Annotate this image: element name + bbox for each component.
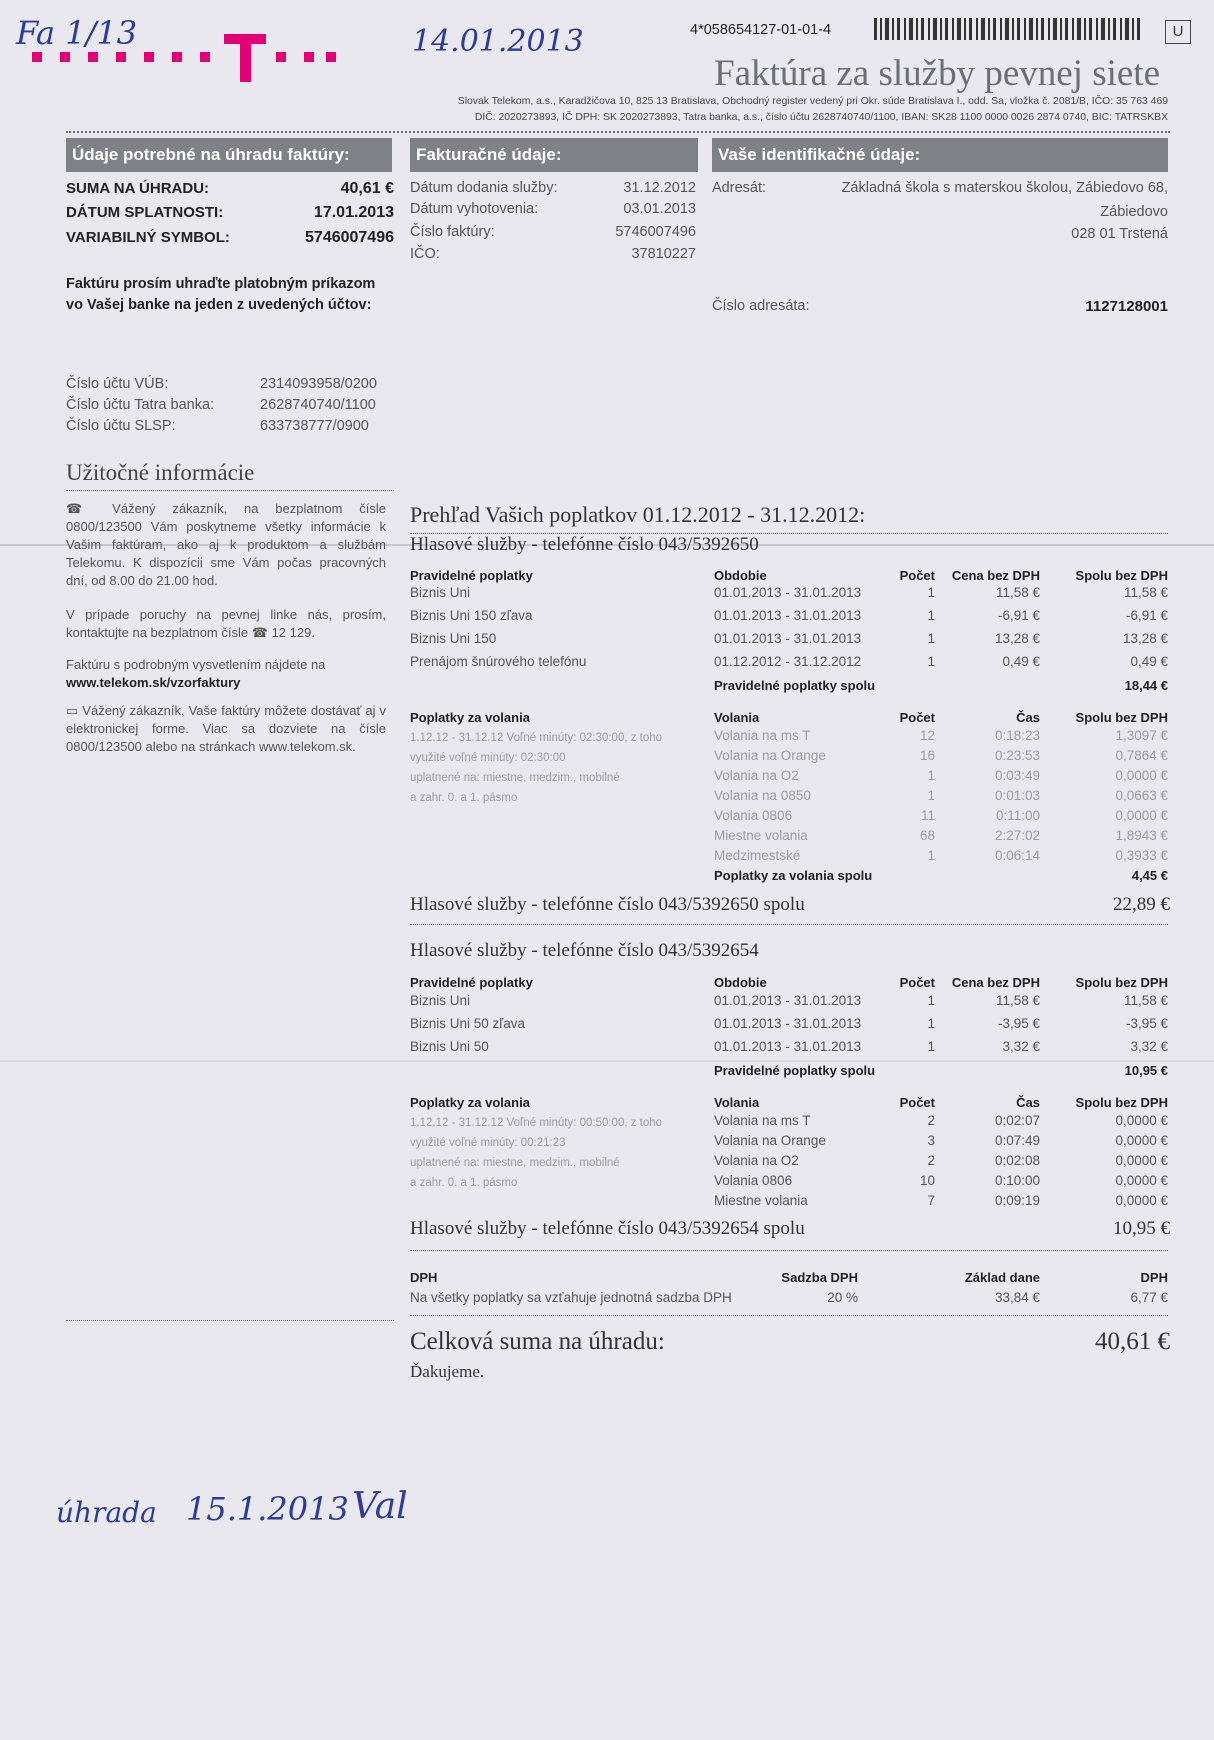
addressee-number-label: Číslo adresáta: [712, 298, 810, 314]
barcode-icon [874, 18, 1140, 40]
computer-icon: ▭ [66, 703, 83, 718]
account-value: 2628740740/1100 [260, 397, 376, 413]
section-sum-value: 22,89 € [1113, 894, 1170, 915]
address-line: Zábiedovo [1100, 204, 1168, 220]
logo-dot [60, 52, 70, 62]
logo-dot [200, 52, 210, 62]
overview-title: Prehľad Vašich poplatkov 01.12.2012 - 31.12.2012: [410, 502, 866, 527]
invoice-label: Dátum vyhotovenia: [410, 201, 539, 217]
amount-value: 40,61 € [340, 180, 394, 197]
invoice-label: Dátum dodania služby: [410, 180, 558, 196]
section-divider [410, 924, 1168, 925]
identification-heading: Vaše identifikačné údaje: [712, 138, 1168, 172]
useful-info-heading: Užitočné informácie [66, 460, 255, 485]
header-divider [66, 131, 1170, 133]
invoice-value: 5746007496 [615, 224, 696, 240]
logo-dot [32, 52, 42, 62]
useful-divider [66, 490, 394, 491]
payment-instruction: vo Vašej banke na jeden z uvedených účtov: [66, 297, 372, 313]
useful-paragraph: Faktúru s podrobným vysvetlením nájdete na www.telekom.sk/vzorfaktury [66, 656, 386, 692]
handwritten-ref: Fa 1/13 [16, 14, 138, 52]
logo-dot [172, 52, 182, 62]
handwritten-note: úhrada [56, 1496, 157, 1529]
amount-label: SUMA NA ÚHRADU: [66, 180, 210, 197]
document-number: 4*058654127-01-01-4 [690, 22, 832, 38]
invoice-guide-link[interactable]: www.telekom.sk/vzorfaktury [66, 675, 241, 690]
payment-heading: Údaje potrebné na úhradu faktúry: [66, 138, 392, 172]
invoice-value: 31.12.2012 [623, 180, 696, 196]
useful-paragraph: ▭ Vážený zákazník, Vaše faktúry môžete dostávať aj v elektronickej forme. Viac sa dozviete na čísle 0800/123500 alebo na stránkach www.telekom.sk. [66, 703, 386, 754]
logo-dot [116, 52, 126, 62]
phone-icon: ☎ [251, 625, 268, 640]
logo-dot [144, 52, 154, 62]
section-sum-label: Hlasové služby - telefónne číslo 043/5392654 spolu [410, 1218, 805, 1239]
invoice-label: Číslo faktúry: [410, 224, 495, 240]
document-title: Faktúra za služby pevnej siete [714, 53, 1160, 94]
invoice-value: 37810227 [631, 246, 696, 262]
free-minutes-note: 1.12.12 - 31.12.12 Voľné minúty: 02:30:00, z toho využité voľné minúty: 02:30:00 uplatnené na: miestne, medzim., mobilné a zahr. 0. a 1. pásmo [410, 732, 663, 804]
handwritten-date: 14.01.2013 [412, 24, 584, 59]
useful-paragraph: V prípade poruchy na pevnej linke nás, prosím, kontaktujte na bezplatnom čísle ☎ 12 129. [66, 607, 386, 640]
section-divider [410, 1250, 1168, 1251]
section-title: Hlasové služby - telefónne číslo 043/5392654 [410, 940, 759, 961]
total-value: 40,61 € [1095, 1328, 1170, 1355]
left-bottom-divider [66, 1320, 394, 1321]
address-line: 028 01 Trstená [1071, 226, 1168, 242]
thanks-text: Ďakujeme. [410, 1362, 485, 1381]
paper-fold-bottom [0, 1060, 1214, 1062]
logo-dot [304, 52, 314, 62]
phone-icon: ☎ [66, 501, 113, 516]
company-line: DIČ: 2020273893, IČ DPH: SK 2020273893, Tatra banka, a.s., číslo účtu 2628740740/1100, IBAN: SK28 1100 0000 0026 2874 0740, BIC: TATRSKBX [474, 112, 1168, 123]
vs-value: 5746007496 [305, 229, 394, 246]
account-label: Číslo účtu SLSP: [66, 418, 176, 434]
vat-divider [410, 1315, 1168, 1316]
due-label: DÁTUM SPLATNOSTI: [66, 204, 224, 221]
section-sum-value: 10,95 € [1113, 1218, 1170, 1239]
invoice-label: IČO: [410, 246, 440, 262]
account-value: 2314093958/0200 [260, 376, 377, 392]
addressee-label: Adresát: [712, 180, 766, 196]
section-sum-label: Hlasové služby - telefónne číslo 043/5392650 spolu [410, 894, 805, 915]
type-box: U [1165, 20, 1191, 44]
handwritten-payment-date: 15.1.2013 [186, 1490, 349, 1528]
logo-dot [326, 52, 336, 62]
addressee-number-value: 1127128001 [1085, 298, 1168, 315]
due-value: 17.01.2013 [313, 204, 394, 221]
address-line: Základná škola s materskou školou, Zábiedovo 68, [841, 180, 1168, 196]
account-value: 633738777/0900 [260, 418, 369, 434]
telekom-t-logo [224, 24, 266, 84]
vs-label: VARIABILNÝ SYMBOL: [66, 229, 230, 246]
section-title: Hlasové služby - telefónne číslo 043/5392650 [410, 534, 759, 555]
handwritten-signature: Val [352, 1486, 408, 1527]
logo-dot [88, 52, 98, 62]
total-label: Celková suma na úhradu: [410, 1328, 665, 1355]
invoice-heading: Fakturačné údaje: [410, 138, 698, 172]
account-label: Číslo účtu Tatra banka: [66, 397, 215, 413]
useful-paragraph: ☎ Vážený zákazník, na bezplatnom čísle 0800/123500 Vám poskytneme všetky informácie k Vašim faktúram, ako aj k produktom a službám Telekomu. K dispozícii sme Vám počas pracovných dní, od 8.00 do 21.00 hod. [66, 501, 387, 588]
company-info [458, 94, 1168, 126]
logo-dot [276, 52, 286, 62]
company-line: Slovak Telekom, a.s., Karadžičova 10, 825 13 Bratislava, Obchodný register vedený pri Okr. súde Bratislava I., odd. Sa, vložka č. 2081/B, IČO: 35 763 469 [457, 96, 1168, 107]
free-minutes-note: 1.12.12 - 31.12.12 Voľné minúty: 00:50:00, z toho využité voľné minúty: 00:21:23 uplatnené na: miestne, medzim., mobilné a zahr. 0. a 1. pásmo [410, 1117, 663, 1189]
invoice-value: 03.01.2013 [623, 201, 696, 217]
payment-instruction: Faktúru prosím uhraďte platobným príkazom [66, 276, 376, 292]
account-label: Číslo účtu VÚB: [66, 376, 169, 392]
